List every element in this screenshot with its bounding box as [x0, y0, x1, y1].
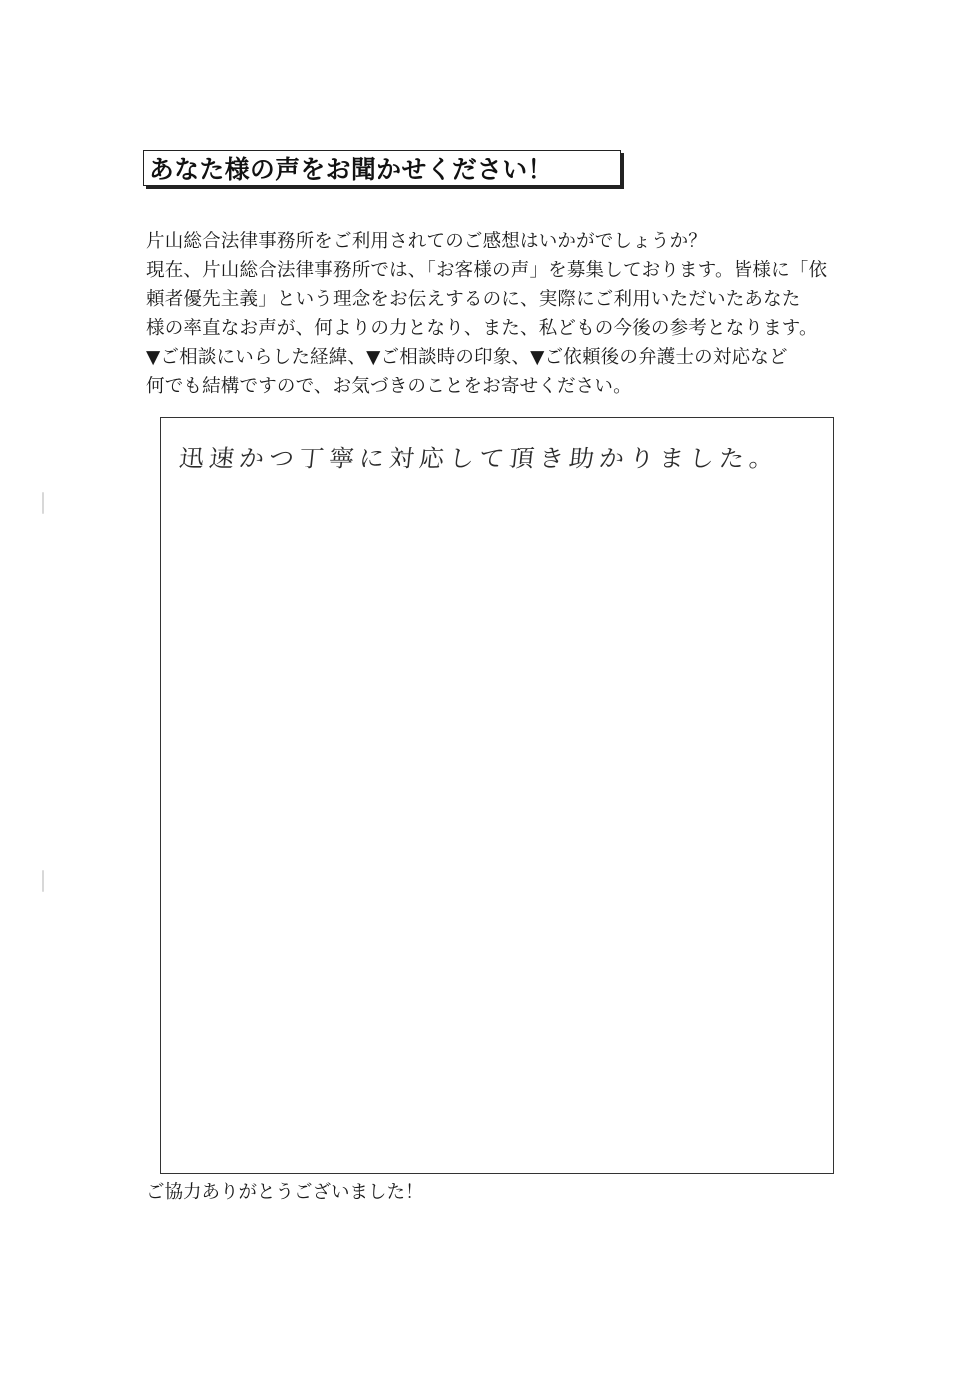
handwritten-response: 迅速かつ丁寧に対応して頂き助かりました。	[177, 444, 781, 473]
intro-line: 片山総合法律事務所をご利用されてのご感想はいかがでしょうか？	[146, 231, 708, 252]
intro-line: 何でも結構ですので、お気づきのことをお寄せください。	[146, 376, 632, 397]
intro-line: 現在、片山総合法律事務所では、「お客様の声」を募集しております。皆様に「依	[146, 260, 828, 281]
page-title: あなた様の声をお聞かせください！	[149, 155, 553, 184]
scan-mark	[42, 870, 44, 892]
intro-line: 頼者優先主義」という理念をお伝えするのに、実際にご利用いただいたあなた	[146, 289, 801, 310]
scan-mark	[42, 492, 44, 514]
thanks-note: ご協力ありがとうございました！	[146, 1182, 424, 1203]
intro-line: ▼ご相談にいらした経緯、▼ご相談時の印象、▼ご依頼後の弁護士の対応など	[146, 347, 788, 368]
intro-paragraph	[146, 227, 856, 401]
response-box	[160, 417, 834, 1174]
intro-line: 様の率直なお声が、何よりの力となり、また、私どもの今後の参考となります。	[146, 318, 818, 339]
title-box	[143, 150, 621, 186]
